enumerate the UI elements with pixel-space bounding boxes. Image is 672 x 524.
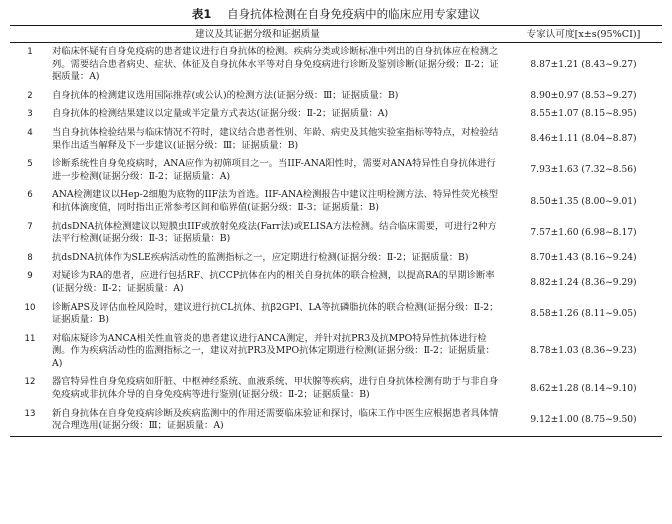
row-number: 1 [27, 47, 33, 57]
row-number: 4 [27, 127, 33, 138]
agreement-score: 8.70±1.43 (8.16~9.24) [530, 252, 637, 263]
recommendation-text: 器官特异性自身免疫病如肝脏、中枢神经系统、血液系统、甲状腺等疾病，进行自身抗体检测有助于与非自身免疫病或非抗体介导的自身免疫病等进行鉴别(证据分级：Ⅱ-2；证据质量：B) [52, 376, 499, 401]
agreement-score: 8.90±0.97 (8.53~9.27) [530, 90, 637, 101]
table-header-row [10, 26, 662, 43]
agreement-score: 7.93±1.63 (7.32~8.56) [530, 165, 637, 176]
agreement-score: 8.78±1.03 (8.36~9.23) [530, 346, 637, 357]
table-number: 表1 [191, 7, 212, 21]
agreement-score: 8.58±1.26 (8.11~9.05) [530, 308, 637, 319]
table-body [10, 43, 662, 437]
table-row [10, 124, 662, 155]
recommendation-text: 自身抗体的检测结果建议以定量或半定量方式表达(证据分级：Ⅱ-2；证据质量：A) [52, 108, 389, 120]
expert-recommendation-table [10, 25, 662, 437]
agreement-score: 8.62±1.28 (8.14~9.10) [530, 383, 637, 394]
recommendation-text: 抗dsDNA抗体作为SLE疾病活动性的监测指标之一，应定期进行检测(证据分级：Ⅱ-2；证据质量：B) [52, 251, 469, 263]
recommendation-text: 当自身抗体检验结果与临床情况不符时，建议结合患者性别、年龄、病史及其他实验室指标等特点，对检验结果作出适当解释及下一步建议(证据分级：Ⅲ；证据质量：B) [52, 126, 499, 151]
recommendation-text: ANA检测建议以Hep-2细胞为底物的IIF法为首选。IIF-ANA检测报告中建议注明检测方法、特异性荧光核型和抗体滴度值，同时指出正常参考区间和临界值(证据分级：Ⅱ-3；证据质量：B) [52, 189, 499, 213]
table-row [10, 249, 662, 268]
header-recommendation: 建议及其证据分级和证据质量 [10, 26, 505, 43]
row-number: 3 [27, 109, 33, 120]
agreement-score: 9.12±1.00 (8.75~9.50) [505, 405, 662, 437]
table-row [10, 186, 662, 217]
table-row [10, 155, 662, 186]
table-row [10, 373, 662, 404]
recommendation-text: 对疑诊为RA的患者，应进行包括RF、抗CCP抗体在内的相关自身抗体的联合检测，以提高RA的早期诊断率(证据分级：Ⅱ-2；证据质量：A) [52, 270, 495, 294]
table-row [10, 43, 662, 87]
recommendation-text: 抗dsDNA抗体检测建议以短膜虫IIF或放射免疫法(Farr法)或ELISA方法检测。结合临床需要，可进行2种方法平行检测(证据分级：Ⅱ-3；证据质量：B) [52, 220, 497, 245]
recommendation-text: 自身抗体的检测建议选用国际推荐(或公认)的检测方法(证据分级：Ⅲ；证据质量：B) [52, 89, 399, 101]
recommendation-text: 对临床怀疑有自身免疫病的患者建议进行自身抗体的检测。疾病分类或诊断标准中列出的自身抗体应在检测之列。需要结合患者病史、症状、体征及自身抗体水平等对自身免疫病进行诊断及鉴别诊断(证据分级：Ⅱ-2；证据质量：A) [52, 46, 499, 83]
row-number: 6 [27, 190, 33, 201]
agreement-score: 8.87±1.21 (8.43~9.27) [530, 59, 637, 70]
row-number: 7 [27, 221, 33, 232]
agreement-score: 8.55±1.07 (8.15~8.95) [530, 109, 637, 120]
row-number: 2 [27, 90, 33, 101]
row-number: 12 [24, 377, 36, 388]
agreement-score: 8.46±1.11 (8.04~8.87) [530, 134, 637, 145]
recommendation-text: 诊断APS及评估血栓风险时，建议进行抗CL抗体、抗β2GPⅠ、LA等抗磷脂抗体的联合检测(证据分级：Ⅱ-2；证据质量：B) [52, 301, 499, 326]
agreement-score: 7.57±1.60 (6.98~8.17) [530, 227, 637, 238]
table-row [10, 330, 662, 374]
row-number: 11 [24, 333, 36, 344]
table-row [10, 299, 662, 330]
recommendation-text: 诊断系统性自身免疫病时，ANA应作为初筛项目之一。当IIF-ANA阳性时，需要对ANA特异性自身抗体进行进一步检测(证据分级：Ⅱ-2；证据质量：A) [52, 158, 496, 182]
table-row [10, 87, 662, 106]
table-row [10, 405, 662, 437]
agreement-score: 8.82±1.24 (8.36~9.29) [530, 277, 637, 288]
row-number: 10 [24, 302, 36, 313]
table-caption [10, 6, 662, 22]
row-number: 9 [27, 271, 33, 282]
recommendation-text: 新自身抗体在自身免疫病诊断及疾病监测中的作用还需要临床验证和探讨，临床工作中医生应根据患者具体情况合理选用(证据分级：Ⅲ；证据质量：A) [50, 405, 505, 437]
row-number: 13 [10, 405, 50, 437]
row-number: 8 [27, 252, 33, 263]
table-row [10, 105, 662, 124]
agreement-score: 8.50±1.35 (8.00~9.01) [530, 196, 637, 207]
row-number: 5 [27, 159, 33, 170]
recommendation-text: 对临床疑诊为ANCA相关性血管炎的患者建议进行ANCA测定，并针对抗PR3及抗MPO特异性抗体进行检测。作为疾病活动性的监测指标之一，建议对抗PR3及MPO抗体定期进行检测(证据分级：Ⅱ-2；证据质量：A) [52, 332, 495, 369]
header-agreement: 专家认可度[x±s(95%CI)] [505, 26, 662, 43]
table-row [10, 218, 662, 249]
table-title: 自身抗体检测在自身免疫病中的临床应用专家建议 [227, 7, 481, 21]
table-row [10, 267, 662, 298]
